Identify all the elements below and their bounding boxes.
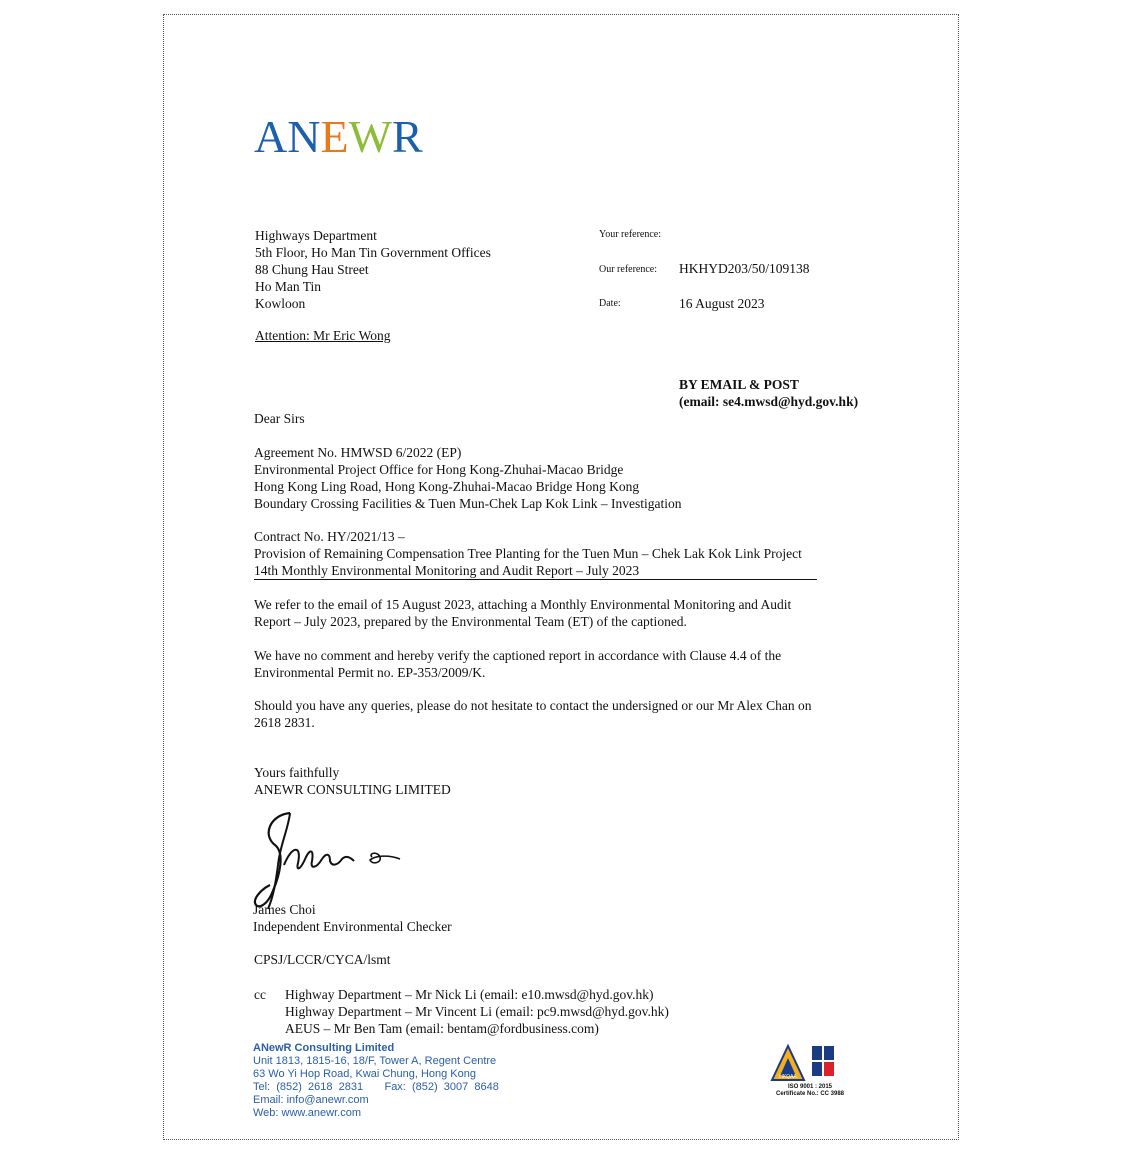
paragraph-line: 2618 2831. (254, 715, 315, 730)
address-line: Kowloon (255, 296, 306, 311)
recipient-address (255, 227, 491, 312)
delivery-method (679, 376, 858, 410)
footer-phone-fax: Tel: (852) 2618 2831 Fax: (852) 3007 8648 (253, 1081, 499, 1093)
delivery-line: BY EMAIL & POST (679, 377, 799, 392)
reference-initials: CPSJ/LCCR/CYCA/lsmt (254, 952, 391, 967)
logo-letter-a: A (254, 111, 288, 162)
report-title: 14th Monthly Environmental Monitoring and Audit Report – July 2023 (254, 562, 817, 580)
company-name-closing: ANEWR CONSULTING LIMITED (254, 782, 451, 797)
paragraph-line: We refer to the email of 15 August 2023, attaching a Monthly Environmental Monitoring and Audit (254, 597, 792, 612)
body-paragraph-1 (254, 596, 859, 630)
paragraph-line: Should you have any queries, please do not hesitate to contact the undersigned or our Mr Alex Chan on (254, 698, 812, 713)
attention-line: Attention: Mr Eric Wong (255, 328, 391, 343)
cc-recipient: Highway Department – Mr Nick Li (email: e10.mwsd@hyd.gov.hk) (285, 987, 654, 1002)
salutation: Dear Sirs (254, 411, 305, 426)
badge-text: HKQAA (779, 1074, 797, 1080)
subject-line: Agreement No. HMWSD 6/2022 (EP) (254, 445, 462, 460)
address-line: 5th Floor, Ho Man Tin Government Offices (255, 245, 491, 260)
logo-letter-n: N (287, 111, 321, 162)
address-line: Highways Department (255, 228, 377, 243)
footer-company-name: ANewR Consulting Limited (253, 1042, 395, 1054)
cc-recipient: Highway Department – Mr Vincent Li (email: pc9.mwsd@hyd.gov.hk) (285, 1004, 669, 1019)
letterhead-footer (253, 1042, 499, 1120)
date-label: Date: (599, 298, 621, 309)
logo-letter-w: W (348, 111, 392, 162)
signatory (253, 901, 452, 935)
closing (254, 764, 451, 798)
subject-line: Boundary Crossing Facilities & Tuen Mun-Chek Lap Kok Link – Investigation (254, 496, 682, 511)
footer-address-line: Unit 1813, 1815-16, 18/F, Tower A, Regent Centre (253, 1055, 497, 1067)
address-line: 88 Chung Hau Street (255, 262, 369, 277)
hkqaa-certification-badge (770, 1042, 840, 1082)
company-logo (254, 112, 423, 162)
iso-standard: ISO 9001 : 2015 (787, 1084, 833, 1090)
paragraph-line: Report – July 2023, prepared by the Environmental Team (ET) of the captioned. (254, 614, 687, 629)
subject-line-underlined (254, 562, 859, 580)
footer-email: Email: info@anewr.com (253, 1094, 369, 1106)
paragraph-line: We have no comment and hereby verify the captioned report in accordance with Clause 4.4 of the (254, 648, 782, 663)
footer-website: Web: www.anewr.com (253, 1107, 362, 1119)
subject-line: Contract No. HY/2021/13 – (254, 529, 405, 544)
date-value: 16 August 2023 (679, 296, 765, 311)
signatory-title: Independent Environmental Checker (253, 919, 452, 934)
body-paragraph-2 (254, 647, 859, 681)
body-paragraph-3 (254, 697, 859, 731)
subject-line: Hong Kong Ling Road, Hong Kong-Zhuhai-Macao Bridge Hong Kong (254, 479, 640, 494)
logo-letter-r: R (392, 111, 423, 162)
delivery-email: (email: se4.mwsd@hyd.gov.hk) (679, 394, 859, 409)
address-line: Ho Man Tin (255, 279, 322, 294)
cc-label: cc (254, 987, 266, 1002)
subject-contract (254, 528, 859, 580)
our-reference-value: HKHYD203/50/109138 (679, 261, 810, 276)
cc-recipient: AEUS – Mr Ben Tam (email: bentam@fordbusiness.com) (285, 1021, 599, 1036)
subject-line: Environmental Project Office for Hong Kong-Zhuhai-Macao Bridge (254, 462, 624, 477)
signatory-name: James Choi (253, 902, 316, 917)
footer-address-line: 63 Wo Yi Hop Road, Kwai Chung, Hong Kong (253, 1068, 476, 1080)
closing-line: Yours faithfully (254, 765, 340, 780)
paragraph-line: Environmental Permit no. EP-353/2009/K. (254, 665, 486, 680)
subject-line: Provision of Remaining Compensation Tree Planting for the Tuen Mun – Chek Lak Kok Link Project (254, 546, 802, 561)
certificate-number: Certificate No.: CC 3988 (775, 1091, 845, 1097)
our-reference-label: Our reference: (599, 264, 658, 275)
your-reference-label: Your reference: (599, 229, 662, 240)
logo-letter-e: E (320, 111, 349, 162)
iso-certification (760, 1084, 860, 1098)
cc-list (285, 986, 669, 1037)
subject-agreement (254, 444, 859, 512)
signature-image (250, 805, 420, 915)
